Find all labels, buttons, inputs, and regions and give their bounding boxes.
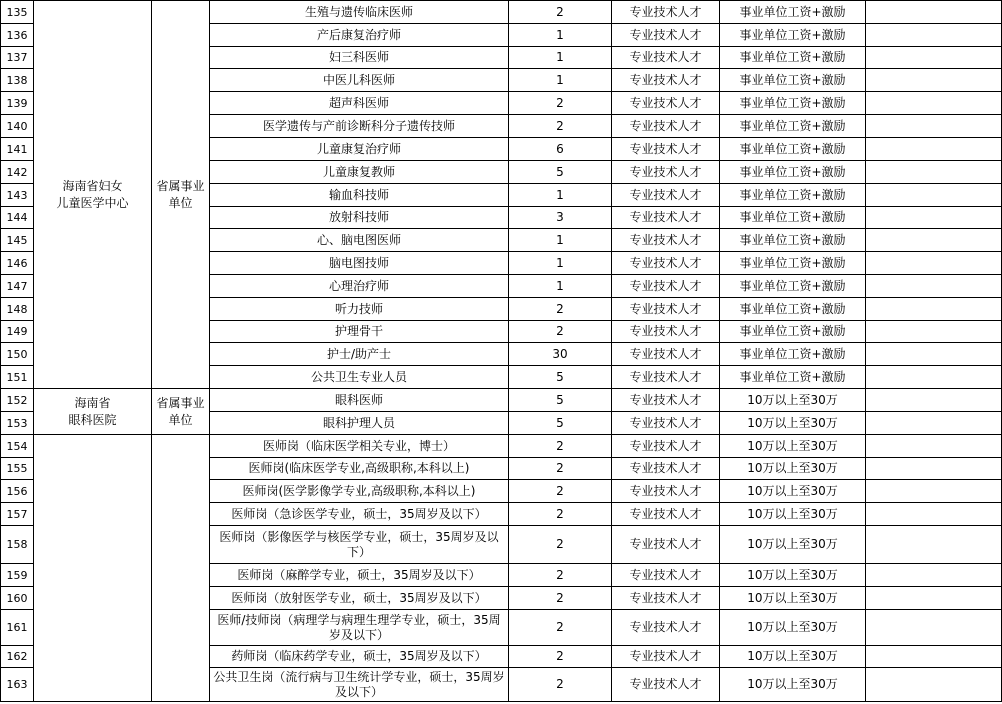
talent-category: 专业技术人才 <box>612 69 720 92</box>
position-name: 医师岗（影像医学与核医学专业，硕士，35周岁及以下） <box>210 526 509 564</box>
table-row <box>1 389 1002 412</box>
talent-category: 专业技术人才 <box>612 138 720 161</box>
position-name: 医师岗（麻醉学专业，硕士，35周岁及以下） <box>210 564 509 587</box>
position-name: 输血科技师 <box>210 184 509 207</box>
note-cell <box>866 298 1002 321</box>
row-number: 151 <box>1 366 34 389</box>
salary-range: 10万以上至30万 <box>720 646 866 668</box>
position-name: 药师岗（临床药学专业，硕士，35周岁及以下） <box>210 646 509 668</box>
salary-range: 事业单位工资+激励 <box>720 1 866 24</box>
note-cell <box>866 24 1002 47</box>
position-name: 心、脑电图医师 <box>210 229 509 252</box>
talent-category: 专业技术人才 <box>612 1 720 24</box>
talent-category: 专业技术人才 <box>612 161 720 184</box>
salary-range: 10万以上至30万 <box>720 435 866 458</box>
talent-category: 专业技术人才 <box>612 389 720 412</box>
position-count: 2 <box>509 480 612 503</box>
note-cell <box>866 69 1002 92</box>
position-name: 中医儿科医师 <box>210 69 509 92</box>
position-name: 心理治疗师 <box>210 275 509 298</box>
position-name: 儿童康复治疗师 <box>210 138 509 161</box>
salary-range: 事业单位工资+激励 <box>720 275 866 298</box>
talent-category: 专业技术人才 <box>612 229 720 252</box>
position-count: 1 <box>509 47 612 69</box>
salary-range: 10万以上至30万 <box>720 668 866 702</box>
position-count: 1 <box>509 252 612 275</box>
table-row <box>1 435 1002 458</box>
salary-range: 事业单位工资+激励 <box>720 24 866 47</box>
note-cell <box>866 184 1002 207</box>
row-number: 150 <box>1 343 34 366</box>
row-number: 139 <box>1 92 34 115</box>
talent-category: 专业技术人才 <box>612 503 720 526</box>
salary-range: 事业单位工资+激励 <box>720 298 866 321</box>
row-number: 158 <box>1 526 34 564</box>
position-count: 1 <box>509 275 612 298</box>
position-count: 2 <box>509 526 612 564</box>
note-cell <box>866 412 1002 435</box>
note-cell <box>866 668 1002 702</box>
row-number: 145 <box>1 229 34 252</box>
employer-type-text: 省属事业 单位 <box>156 178 205 210</box>
position-name: 医师岗（放射医学专业，硕士，35周岁及以下） <box>210 587 509 610</box>
row-number: 160 <box>1 587 34 610</box>
talent-category: 专业技术人才 <box>612 275 720 298</box>
salary-range: 10万以上至30万 <box>720 610 866 646</box>
position-count: 2 <box>509 1 612 24</box>
talent-category: 专业技术人才 <box>612 458 720 480</box>
position-count: 5 <box>509 366 612 389</box>
salary-range: 事业单位工资+激励 <box>720 69 866 92</box>
row-number: 155 <box>1 458 34 480</box>
position-name: 医师岗(医学影像学专业,高级职称,本科以上) <box>210 480 509 503</box>
row-number: 159 <box>1 564 34 587</box>
row-number: 146 <box>1 252 34 275</box>
position-name: 医师/技师岗（病理学与病理生理学专业，硕士，35周岁及以下） <box>210 610 509 646</box>
employer-type-text: 省属事业 单位 <box>156 395 205 427</box>
row-number: 157 <box>1 503 34 526</box>
talent-category: 专业技术人才 <box>612 298 720 321</box>
position-count: 5 <box>509 161 612 184</box>
note-cell <box>866 564 1002 587</box>
row-number: 136 <box>1 24 34 47</box>
employer-name <box>34 389 152 435</box>
position-name: 公共卫生专业人员 <box>210 366 509 389</box>
talent-category: 专业技术人才 <box>612 610 720 646</box>
position-name: 生殖与遗传临床医师 <box>210 1 509 24</box>
salary-range: 事业单位工资+激励 <box>720 321 866 343</box>
talent-category: 专业技术人才 <box>612 92 720 115</box>
position-name: 产后康复治疗师 <box>210 24 509 47</box>
note-cell <box>866 503 1002 526</box>
position-name: 医师岗(临床医学专业,高级职称,本科以上) <box>210 458 509 480</box>
position-count: 2 <box>509 610 612 646</box>
salary-range: 事业单位工资+激励 <box>720 343 866 366</box>
position-count: 2 <box>509 321 612 343</box>
row-number: 161 <box>1 610 34 646</box>
employer-name <box>34 435 152 702</box>
talent-category: 专业技术人才 <box>612 526 720 564</box>
table-row <box>1 1 1002 24</box>
position-count: 2 <box>509 668 612 702</box>
position-count: 1 <box>509 229 612 252</box>
position-count: 2 <box>509 298 612 321</box>
position-count: 2 <box>509 587 612 610</box>
note-cell <box>866 587 1002 610</box>
row-number: 154 <box>1 435 34 458</box>
position-name: 眼科护理人员 <box>210 412 509 435</box>
note-cell <box>866 321 1002 343</box>
employer-name-text: 海南省妇女 儿童医学中心 <box>56 178 129 210</box>
employer-type <box>152 389 210 435</box>
talent-category: 专业技术人才 <box>612 564 720 587</box>
position-count: 2 <box>509 564 612 587</box>
position-name: 放射科技师 <box>210 207 509 229</box>
position-count: 2 <box>509 646 612 668</box>
talent-category: 专业技术人才 <box>612 207 720 229</box>
position-count: 1 <box>509 69 612 92</box>
position-count: 5 <box>509 389 612 412</box>
position-name: 护理骨干 <box>210 321 509 343</box>
salary-range: 10万以上至30万 <box>720 389 866 412</box>
row-number: 142 <box>1 161 34 184</box>
position-name: 眼科医师 <box>210 389 509 412</box>
position-count: 1 <box>509 24 612 47</box>
talent-category: 专业技术人才 <box>612 646 720 668</box>
position-count: 30 <box>509 343 612 366</box>
salary-range: 事业单位工资+激励 <box>720 366 866 389</box>
position-count: 2 <box>509 503 612 526</box>
salary-range: 10万以上至30万 <box>720 480 866 503</box>
salary-range: 事业单位工资+激励 <box>720 207 866 229</box>
note-cell <box>866 92 1002 115</box>
row-number: 137 <box>1 47 34 69</box>
row-number: 153 <box>1 412 34 435</box>
note-cell <box>866 389 1002 412</box>
position-count: 1 <box>509 184 612 207</box>
note-cell <box>866 252 1002 275</box>
position-name: 听力技师 <box>210 298 509 321</box>
talent-category: 专业技术人才 <box>612 252 720 275</box>
talent-category: 专业技术人才 <box>612 668 720 702</box>
talent-category: 专业技术人才 <box>612 435 720 458</box>
row-number: 156 <box>1 480 34 503</box>
talent-category: 专业技术人才 <box>612 321 720 343</box>
row-number: 149 <box>1 321 34 343</box>
salary-range: 事业单位工资+激励 <box>720 184 866 207</box>
employer-name-text: 海南省 眼科医院 <box>68 395 117 427</box>
note-cell <box>866 115 1002 138</box>
note-cell <box>866 526 1002 564</box>
position-count: 5 <box>509 412 612 435</box>
talent-category: 专业技术人才 <box>612 24 720 47</box>
note-cell <box>866 458 1002 480</box>
salary-range: 事业单位工资+激励 <box>720 161 866 184</box>
row-number: 147 <box>1 275 34 298</box>
note-cell <box>866 610 1002 646</box>
note-cell <box>866 275 1002 298</box>
note-cell <box>866 480 1002 503</box>
row-number: 138 <box>1 69 34 92</box>
position-name: 医学遗传与产前诊断科分子遗传技师 <box>210 115 509 138</box>
employer-type <box>152 1 210 389</box>
salary-range: 10万以上至30万 <box>720 412 866 435</box>
row-number: 152 <box>1 389 34 412</box>
salary-range: 10万以上至30万 <box>720 458 866 480</box>
salary-range: 10万以上至30万 <box>720 503 866 526</box>
talent-category: 专业技术人才 <box>612 115 720 138</box>
position-count: 6 <box>509 138 612 161</box>
row-number: 163 <box>1 668 34 702</box>
row-number: 143 <box>1 184 34 207</box>
position-name: 脑电图技师 <box>210 252 509 275</box>
position-count: 2 <box>509 458 612 480</box>
position-count: 2 <box>509 115 612 138</box>
note-cell <box>866 161 1002 184</box>
note-cell <box>866 207 1002 229</box>
row-number: 144 <box>1 207 34 229</box>
position-name: 超声科医师 <box>210 92 509 115</box>
employer-name <box>34 1 152 389</box>
employer-type <box>152 435 210 702</box>
row-number: 141 <box>1 138 34 161</box>
position-count: 2 <box>509 435 612 458</box>
position-name: 医师岗（临床医学相关专业，博士） <box>210 435 509 458</box>
talent-category: 专业技术人才 <box>612 412 720 435</box>
salary-range: 事业单位工资+激励 <box>720 252 866 275</box>
note-cell <box>866 435 1002 458</box>
position-name: 妇三科医师 <box>210 47 509 69</box>
note-cell <box>866 343 1002 366</box>
salary-range: 事业单位工资+激励 <box>720 47 866 69</box>
talent-category: 专业技术人才 <box>612 343 720 366</box>
salary-range: 10万以上至30万 <box>720 587 866 610</box>
note-cell <box>866 138 1002 161</box>
salary-range: 事业单位工资+激励 <box>720 229 866 252</box>
position-name: 医师岗（急诊医学专业，硕士，35周岁及以下） <box>210 503 509 526</box>
talent-category: 专业技术人才 <box>612 587 720 610</box>
position-name: 护士/助产士 <box>210 343 509 366</box>
note-cell <box>866 229 1002 252</box>
row-number: 135 <box>1 1 34 24</box>
salary-range: 10万以上至30万 <box>720 564 866 587</box>
position-name: 公共卫生岗（流行病与卫生统计学专业，硕士，35周岁及以下） <box>210 668 509 702</box>
position-count: 3 <box>509 207 612 229</box>
salary-range: 事业单位工资+激励 <box>720 138 866 161</box>
talent-category: 专业技术人才 <box>612 480 720 503</box>
salary-range: 10万以上至30万 <box>720 526 866 564</box>
note-cell <box>866 47 1002 69</box>
talent-category: 专业技术人才 <box>612 47 720 69</box>
salary-range: 事业单位工资+激励 <box>720 115 866 138</box>
note-cell <box>866 1 1002 24</box>
position-name: 儿童康复教师 <box>210 161 509 184</box>
row-number: 140 <box>1 115 34 138</box>
talent-category: 专业技术人才 <box>612 366 720 389</box>
position-count: 2 <box>509 92 612 115</box>
note-cell <box>866 646 1002 668</box>
talent-category: 专业技术人才 <box>612 184 720 207</box>
note-cell <box>866 366 1002 389</box>
row-number: 162 <box>1 646 34 668</box>
row-number: 148 <box>1 298 34 321</box>
salary-range: 事业单位工资+激励 <box>720 92 866 115</box>
